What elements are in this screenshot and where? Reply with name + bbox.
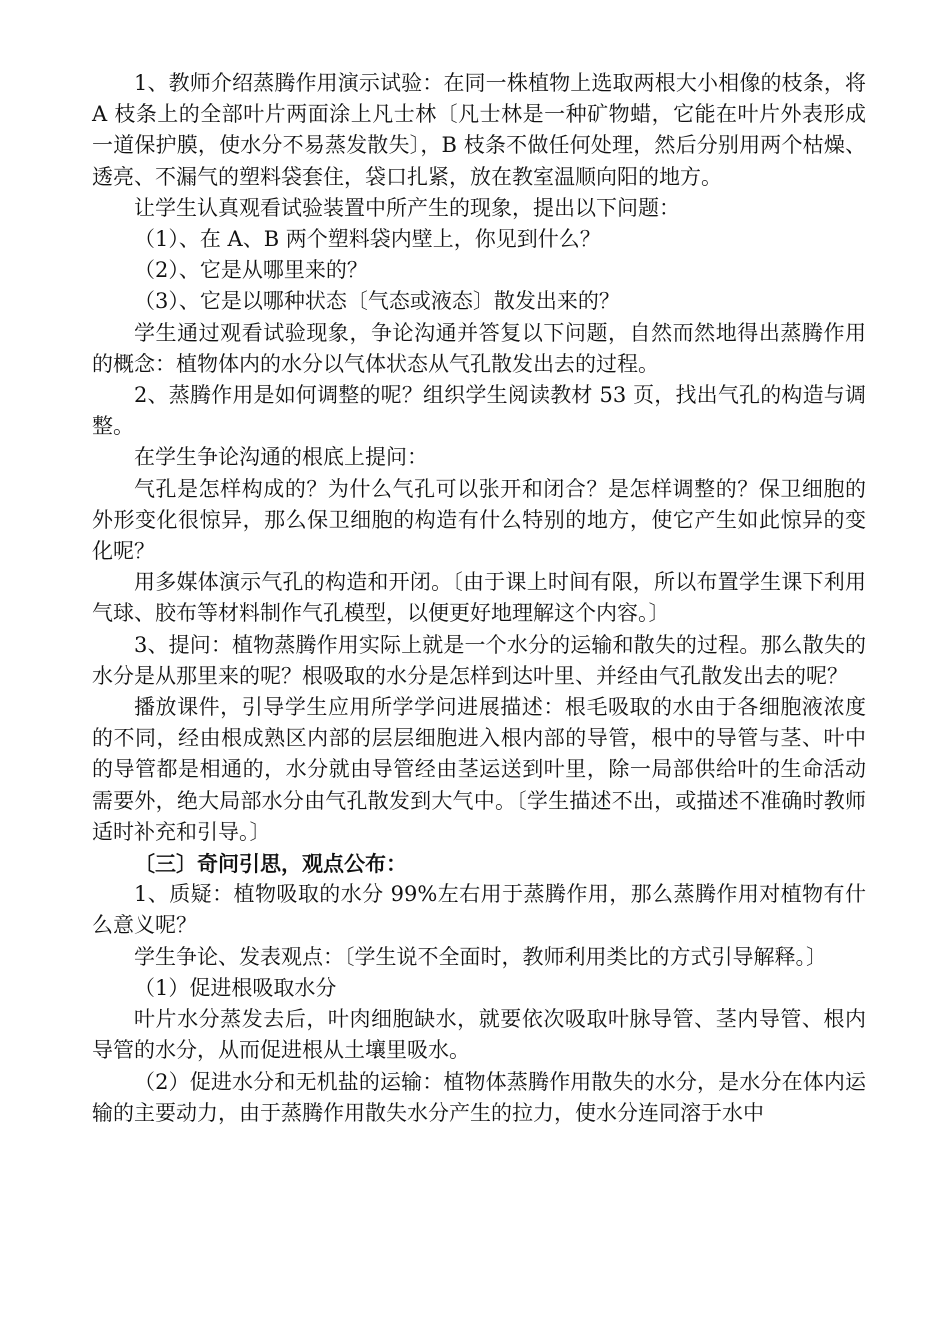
paragraph-concept: 学生通过观看试验现象，争论沟通并答复以下问题，自然而然地得出蒸腾作用的概念：植物体内的水分以气体状态从气孔散发出去的过程。 <box>92 320 866 376</box>
section-heading-3: 〔三〕奇问引思，观点公布： <box>134 851 407 877</box>
question-2: （2）、它是从哪里来的？ <box>134 258 368 283</box>
paragraph-discussion: 学生争论、发表观点：〔学生说不全面时，教师利用类比的方式引导解释。〕 <box>134 944 827 969</box>
paragraph-demo-experiment: 1、教师介绍蒸腾作用演示试验：在同一株植物上选取两根大小相像的枝条，将 A 枝条上的全部叶片两面涂上凡士林〔凡士林是一种矿物蜡，它能在叶片外表形成一道保护膜，使水分不易蒸发散失〕，B 枝条不做任何处理，然后分别用两个枯燥、透亮、不漏气的塑料袋套住，袋口扎紧，放在教室温顺向阳的地方。 <box>92 71 866 189</box>
paragraph-query: 1、质疑：植物吸取的水分 99%左右用于蒸腾作用，那么蒸腾作用对植物有什么意义呢？ <box>92 882 866 938</box>
question-1: （1）、在 A、B 两个塑料袋内壁上，你见到什么？ <box>134 227 601 252</box>
paragraph-regulation: 2、蒸腾作用是如何调整的呢？组织学生阅读教材 53 页，找出气孔的构造与调整。 <box>92 383 866 439</box>
paragraph-courseware: 播放课件，引导学生应用所学学问进展描述：根毛吸取的水由于各细胞液浓度的不同，经由根成熟区内部的层层细胞进入根内部的导管，根中的导管与茎、叶中的导管都是相通的，水分就由导管经由茎运送到叶里，除一局部供给叶的生命活动需要外，绝大局部水分由气孔散发到大气中。〔学生描述不出，或描述不准确时教师适时补充和引导。〕 <box>92 695 866 844</box>
paragraph-multimedia: 用多媒体演示气孔的构造和开闭。〔由于课上时间有限，所以布置学生课下利用气球、胶布等材料制作气孔模型，以便更好地理解这个内容。〕 <box>92 570 866 626</box>
point-1-body: 叶片水分蒸发去后，叶肉细胞缺水，就要依次吸取叶脉导管、茎内导管、根内导管的水分，从而促进根从土壤里吸水。 <box>92 1007 866 1063</box>
point-1-heading: （1）促进根吸取水分 <box>134 975 337 1000</box>
paragraph-transport-question: 3、提问：植物蒸腾作用实际上就是一个水分的运输和散失的过程。那么散失的水分是从那里来的呢？根吸取的水分是怎样到达叶里、并经由气孔散发出去的呢？ <box>92 632 866 688</box>
paragraph-stomata-questions: 气孔是怎样构成的？为什么气孔可以张开和闭合？是怎样调整的？保卫细胞的外形变化很惊异，那么保卫细胞的构造有什么特别的地方，使它产生如此惊异的变化呢？ <box>92 476 866 564</box>
question-3: （3）、它是以哪种状态〔气态或液态〕散发出来的？ <box>134 289 620 314</box>
paragraph-observe-intro: 让学生认真观看试验装置中所产生的现象，提出以下问题： <box>134 195 680 220</box>
point-2-body: （2）促进水分和无机盐的运输：植物体蒸腾作用散失的水分，是水分在体内运输的主要动力，由于蒸腾作用散失水分产生的拉力，使水分连同溶于水中 <box>92 1069 866 1125</box>
paragraph-ask: 在学生争论沟通的根底上提问： <box>134 445 428 470</box>
